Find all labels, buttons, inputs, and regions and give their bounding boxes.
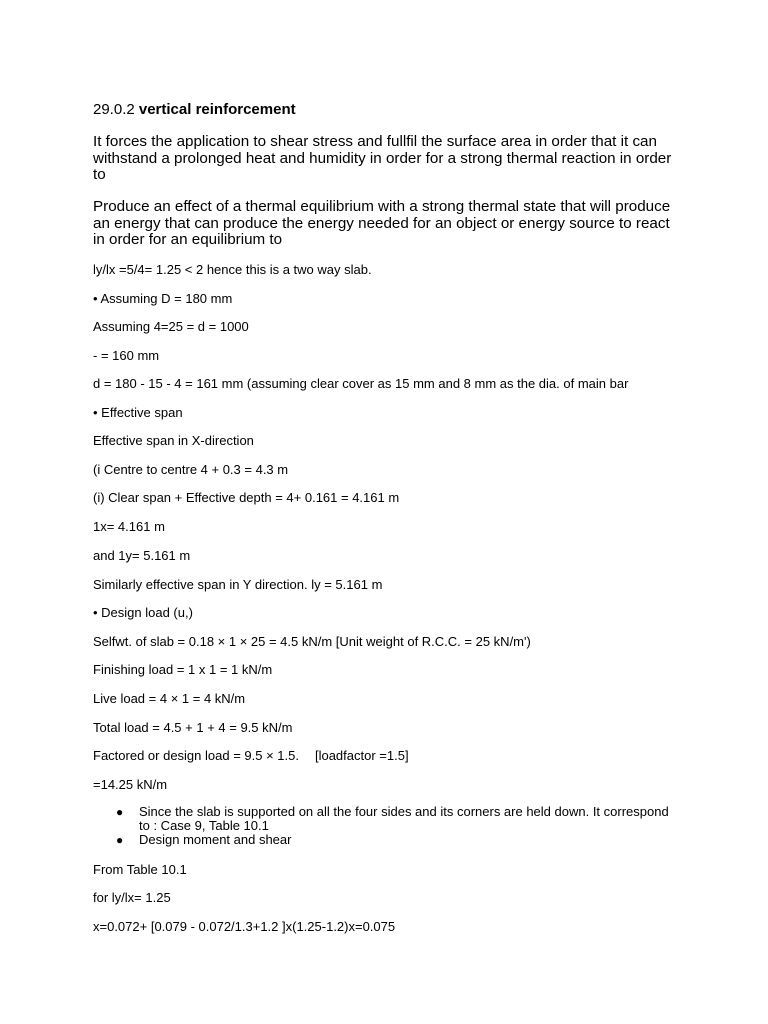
text-line: • Design load (u,) bbox=[93, 605, 193, 620]
text-line: 1x= 4.161 m bbox=[93, 519, 165, 534]
factored-load-text: Factored or design load = 9.5 × 1.5. bbox=[93, 748, 299, 763]
section-heading bbox=[93, 101, 296, 119]
text-line: • Assuming D = 180 mm bbox=[93, 291, 233, 306]
result-line: =14.25 kN/m bbox=[93, 777, 168, 792]
section-number: 29.0.2 bbox=[93, 101, 139, 118]
text-line: (i Centre to centre 4 + 0.3 = 4.3 m bbox=[93, 462, 289, 477]
text-line: d = 180 - 15 - 4 = 161 mm (assuming clear cover as 15 mm and 8 mm as the dia. of main bar bbox=[93, 376, 629, 391]
text-line: for ly/lx= 1.25 bbox=[93, 890, 171, 905]
paragraph-thermal-equilibrium: Produce an effect of a thermal equilibrium with a strong thermal state that will produce an energy that can produce the energy needed for an object or energy source to react in order for an equilibrium to bbox=[93, 198, 671, 248]
bullet-list bbox=[93, 805, 683, 847]
list-item-text: Design moment and shear bbox=[139, 832, 292, 847]
text-line: Effective span in X-direction bbox=[93, 433, 254, 448]
text-line: ly/lx =5/4= 1.25 < 2 hence this is a two way slab. bbox=[93, 262, 372, 277]
text-line: x=0.072+ [0.079 - 0.072/1.3+1.2 ]x(1.25-1.2)x=0.075 bbox=[93, 919, 396, 934]
text-line: Selfwt. of slab = 0.18 × 1 × 25 = 4.5 kN/m [Unit weight of R.C.C. = 25 kN/m') bbox=[93, 634, 531, 649]
text-line: Assuming 4=25 = d = 1000 bbox=[93, 319, 249, 334]
factored-load-line bbox=[93, 748, 409, 764]
bullet-icon: ● bbox=[116, 805, 124, 819]
text-line: From Table 10.1 bbox=[93, 862, 187, 877]
load-factor-note: [loadfactor =1.5] bbox=[314, 748, 409, 763]
text-line: Total load = 4.5 + 1 + 4 = 9.5 kN/m bbox=[93, 720, 293, 735]
section-title: vertical reinforcement bbox=[138, 101, 296, 118]
text-line: (i) Clear span + Effective depth = 4+ 0.161 = 4.161 m bbox=[93, 490, 400, 505]
text-line: Live load = 4 × 1 = 4 kN/m bbox=[93, 691, 246, 706]
list-item bbox=[93, 833, 669, 847]
text-line: Finishing load = 1 x 1 = 1 kN/m bbox=[93, 662, 273, 677]
list-item-text: Since the slab is supported on all the four sides and its corners are held down. It correspond to : Case 9, Table 10.1 bbox=[139, 804, 669, 833]
text-line: • Effective span bbox=[93, 405, 183, 420]
bullet-icon: ● bbox=[116, 833, 124, 847]
text-line: and 1y= 5.161 m bbox=[93, 548, 191, 563]
list-item bbox=[93, 805, 669, 833]
text-line: - = 160 mm bbox=[93, 348, 160, 363]
text-line: Similarly effective span in Y direction. ly = 5.161 m bbox=[93, 577, 383, 592]
paragraph-shear-stress: It forces the application to shear stress and fullfil the surface area in order that it can withstand a prolonged heat and humidity in order for a strong thermal reaction in order to bbox=[93, 133, 672, 183]
